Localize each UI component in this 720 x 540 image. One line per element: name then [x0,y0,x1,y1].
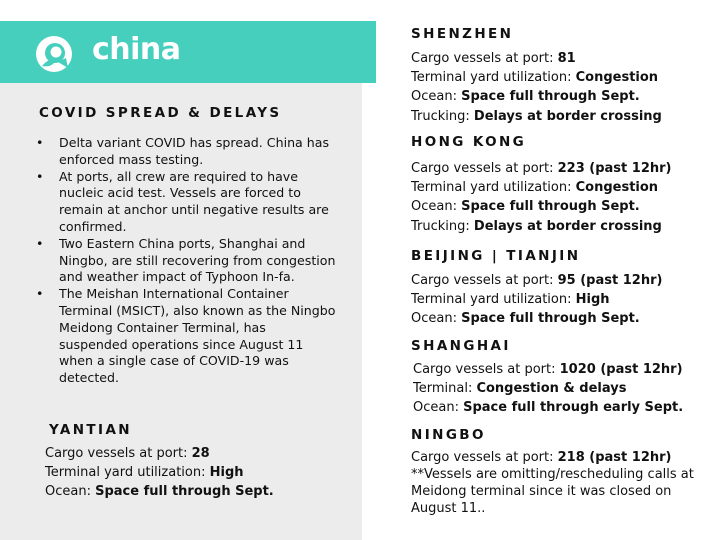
info-row: Cargo vessels at port: 218 (past 12hr) [411,450,672,465]
info-row: Terminal: Congestion & delays [413,381,627,397]
info-row: Ocean: Space full through Sept. [411,311,640,327]
info-row: Trucking: Delays at border crossing [411,108,662,124]
hongkong-heading: HONG KONG [411,134,527,150]
shanghai-heading: SHANGHAI [411,338,511,354]
info-row: Cargo vessels at port: 223 (past 12hr) [411,161,672,176]
info-row: Ocean: Space full through Sept. [45,484,274,500]
info-row: Cargo vessels at port: 28 [45,446,210,461]
beijing-tianjin-heading: BEIJING | TIANJIN [411,248,581,264]
shanghai-info [413,360,683,418]
covid-bullet-list [36,135,336,387]
info-row: Terminal yard utilization: High [45,465,244,481]
info-row: Cargo vessels at port: 1020 (past 12hr) [413,362,683,377]
country-banner [0,21,376,83]
ningbo-heading: NINGBO [411,427,486,443]
info-row: Terminal yard utilization: Congestion [411,70,659,86]
ningbo-note: **Vessels are omitting/rescheduling calls at Meidong terminal since it was closed on August 11.. [411,467,694,516]
info-row: Trucking: Delays at border crossing [411,218,662,234]
info-row: Terminal yard utilization: High [411,292,610,308]
list-item: • Two Eastern China ports, Shanghai and Ningbo, are still recovering from congestion and weather impact of Typhoon In-fa. [36,236,336,286]
page-title: china [92,32,181,67]
info-row: Ocean: Space full through early Sept. [413,400,684,416]
beijing-tianjin-info [411,271,662,329]
info-row: Cargo vessels at port: 81 [411,51,576,66]
info-row: Ocean: Space full through Sept. [411,89,640,105]
list-item: • The Meishan International Container Terminal (MSICT), also known as the Ningbo Meidong Container Terminal, has suspended operations since August 11 when a single case of COVID-19 was detected. [36,286,336,387]
shenzhen-heading: SHENZHEN [411,26,514,42]
yantian-info [45,444,274,502]
hongkong-info [411,159,671,236]
covid-heading: COVID SPREAD & DELAYS [39,105,282,121]
info-row: Cargo vessels at port: 95 (past 12hr) [411,273,663,288]
shenzhen-info [411,49,662,126]
yantian-heading: YANTIAN [49,422,133,438]
ningbo-info [411,448,671,467]
info-row: Ocean: Space full through Sept. [411,199,640,215]
list-item: • Delta variant COVID has spread. China has enforced mass testing. [36,135,336,169]
swirl-logo-icon [34,34,74,74]
info-row: Terminal yard utilization: Congestion [411,180,659,196]
list-item: • At ports, all crew are required to have nucleic acid test. Vessels are forced to remain at anchor until negative results are confirmed. [36,169,336,236]
